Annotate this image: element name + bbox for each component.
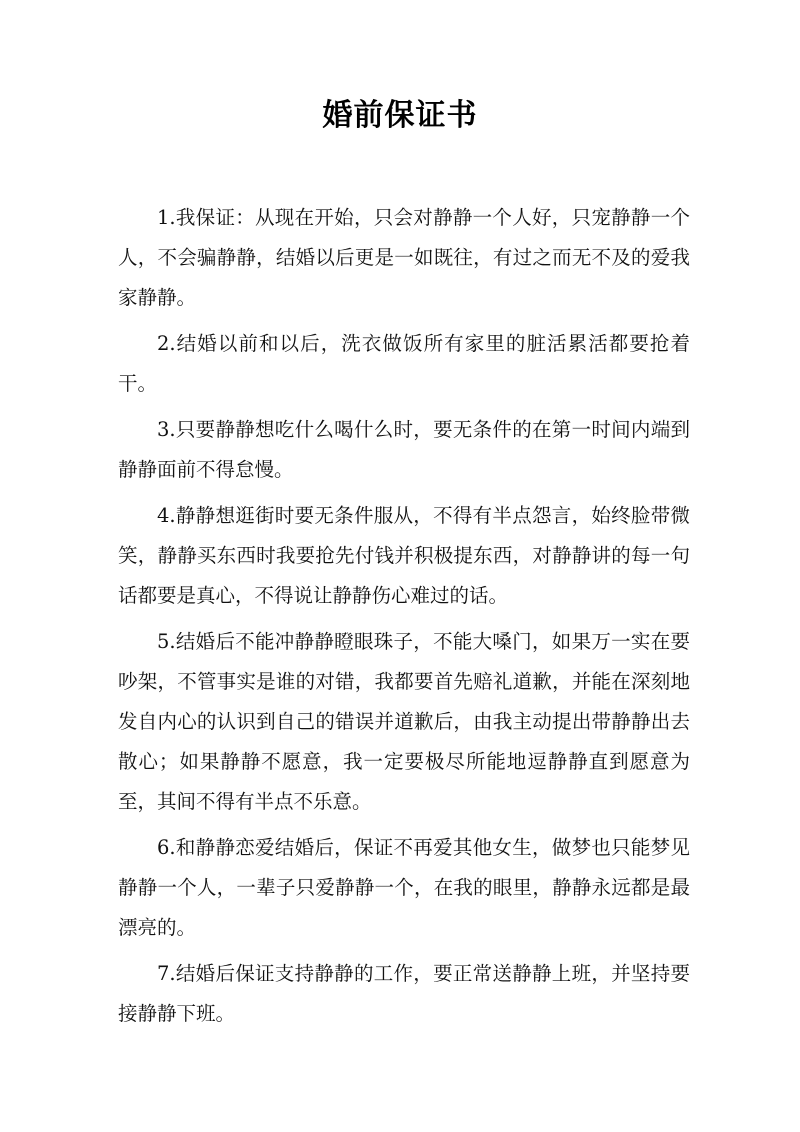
clause-3: 3.只要静静想吃什么喝什么时，要无条件的在第一时间内端到静静面前不得怠慢。 <box>118 418 690 481</box>
clause-1: 1.我保证：从现在开始，只会对静静一个人好，只宠静静一个人，不会骗静静，结婚以后更是一如既往，有过之而无不及的爱我家静静。 <box>118 206 690 309</box>
clause-4: 4.静静想逛街时要无条件服从，不得有半点怨言，始终脸带微笑，静静买东西时我要抢先付钱并积极提东西，对静静讲的每一句话都要是真心，不得说让静静伤心难过的话。 <box>118 504 690 607</box>
clause-2: 2.结婚以前和以后，洗衣做饭所有家里的脏活累活都要抢着干。 <box>118 332 690 395</box>
document-body <box>118 198 690 1040</box>
clause-5: 5.结婚后不能冲静静瞪眼珠子，不能大嗓门，如果万一实在要吵架，不管事实是谁的对错，我都要首先赔礼道歉，并能在深刻地发自内心的认识到自己的错误并道歉后，由我主动提出带静静出去散心；如果静静不愿意，我一定要极尽所能地逗静静直到愿意为至，其间不得有半点不乐意。 <box>118 630 690 813</box>
document-title: 婚前保证书 <box>322 98 478 133</box>
clause-7: 7.结婚后保证支持静静的工作，要正常送静静上班，并坚持要接静静下班。 <box>118 962 690 1025</box>
clause-6: 6.和静静恋爱结婚后，保证不再爱其他女生，做梦也只能梦见静静一个人，一辈子只爱静静一个，在我的眼里，静静永远都是最漂亮的。 <box>118 836 690 939</box>
